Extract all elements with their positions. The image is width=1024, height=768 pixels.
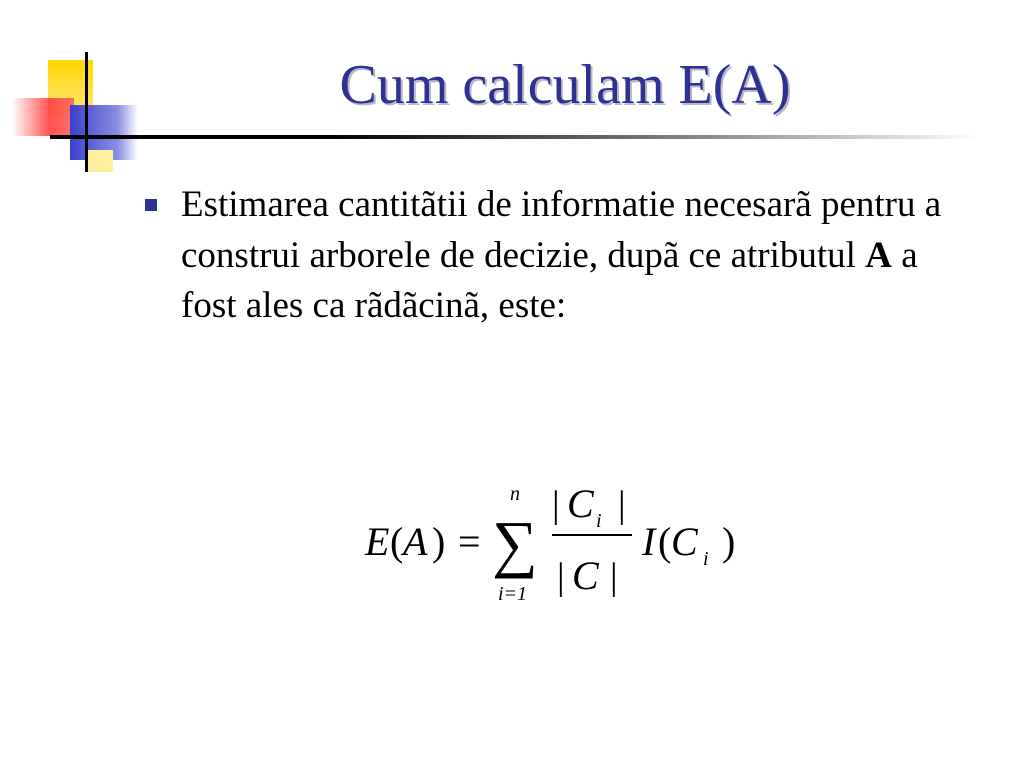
denominator-right-bar: | bbox=[610, 556, 618, 598]
denominator-C: C bbox=[572, 553, 599, 598]
formula-open-paren: ( bbox=[390, 519, 404, 564]
numerator-left-bar: | bbox=[552, 484, 560, 526]
formula-I-C: C bbox=[671, 519, 698, 564]
slide-title: Cum calculam E(A) bbox=[339, 54, 791, 116]
sum-lower-limit: i=1 bbox=[498, 583, 528, 605]
formula-close-paren: ) bbox=[432, 519, 446, 564]
formula-equals: = bbox=[458, 519, 481, 564]
formula-I-subscript: i bbox=[703, 548, 709, 570]
denominator-left-bar: | bbox=[557, 556, 565, 598]
bullet-text-part1: Estimarea cantitãtii de informatie necesarã pentru a construi arborele de decizie, dupã ce atributul bbox=[181, 184, 942, 276]
deco-lightyellow-square bbox=[88, 150, 113, 172]
formula-I-close-paren: ) bbox=[722, 519, 736, 564]
sum-symbol: ∑ bbox=[492, 508, 538, 579]
sum-upper-limit: n bbox=[510, 483, 520, 505]
entropy-formula bbox=[360, 475, 760, 605]
bullet-text-part2: a fost ales ca rãdãcinã, este: bbox=[181, 234, 918, 327]
formula-A: A bbox=[403, 519, 428, 564]
formula-I-open-paren: ( bbox=[658, 519, 672, 564]
bullet-text bbox=[181, 180, 981, 332]
numerator-C: C bbox=[567, 481, 594, 526]
numerator-subscript: i bbox=[596, 510, 602, 532]
bullet-square-icon bbox=[145, 199, 157, 211]
bullet-text-bold: A bbox=[865, 234, 892, 276]
formula-E: E bbox=[365, 519, 390, 564]
formula-I: I bbox=[642, 519, 656, 564]
title-underline-rule bbox=[50, 135, 980, 139]
numerator-right-bar: | bbox=[618, 484, 626, 526]
